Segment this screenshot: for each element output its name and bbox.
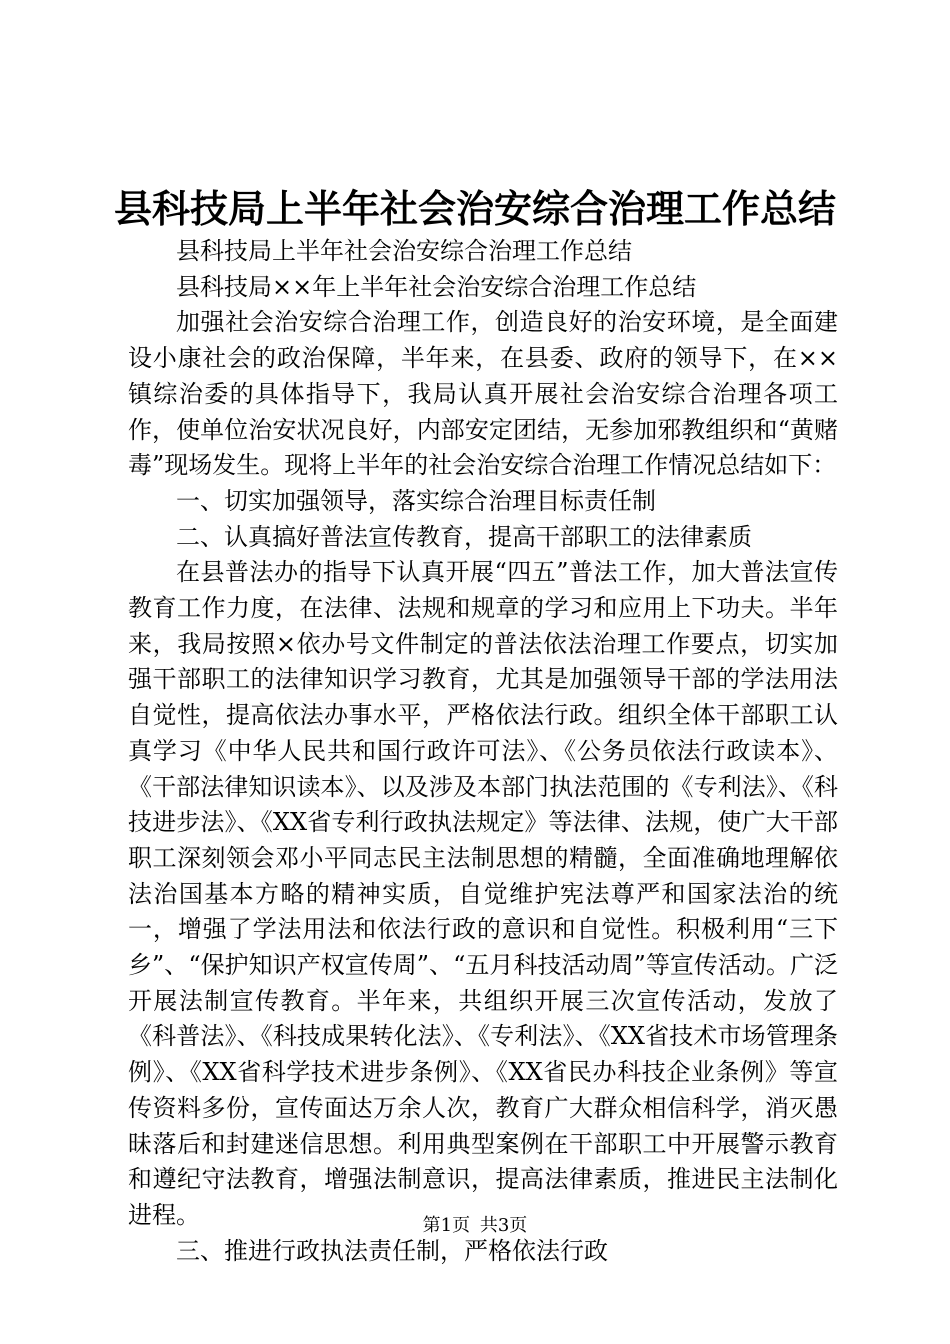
section-heading-3: 三、推进行政执法责任制，严格依法行政 bbox=[176, 1236, 608, 1265]
paragraph-intro: 加强社会治安综合治理工作，创造良好的治安环境，是全面建设小康社会的政治保障，半年来，在县委、政府的领导下，在××镇综治委的具体指导下，我局认真开展社会治安综合治理各项工作，使单位治安状况良好，内部安定团结，无参加邪教组织和“黄赌毒”现场发生。现将上半年的社会治安综合治理工作情况总结如下： bbox=[128, 308, 838, 480]
paragraph-subtitle-2: 县科技局××年上半年社会治安综合治理工作总结 bbox=[176, 272, 697, 301]
document-title: 县科技局上半年社会治安综合治理工作总结 bbox=[113, 186, 836, 231]
paragraph-legal-education: 在县普法办的指导下认真开展“四五”普法工作，加大普法宣传教育工作力度，在法律、法规和规章的学习和应用上下功夫。半年来，我局按照×依办号文件制定的普法依法治理工作要点，切实加强干部职工的法律知识学习教育，尤其是加强领导干部的学法用法自觉性，提高依法办事水平，严格依法行政。组织全体干部职工认真学习《中华人民共和国行政许可法》、《公务员依法行政读本》、《干部法律知识读本》、以及涉及本部门执法范围的《专利法》、《科技进步法》、《XX省专利行政执法规定》等法律、法规，使广大干部职工深刻领会邓小平同志民主法制思想的精髓，全面准确地理解依法治国基本方略的精神实质，自觉维护宪法尊严和国家法治的统一，增强了学法用法和依法行政的意识和自觉性。积极利用“三下乡”、“保护知识产权宣传周”、“五月科技活动周”等宣传活动。广泛开展法制宣传教育。半年来，共组织开展三次宣传活动，发放了《科普法》、《科技成果转化法》、《专利法》、《XX省技术市场管理条例》、《XX省科学技术进步条例》、《XX省民办科技企业条例》等宣传资料多份，宣传面达万余人次，教育广大群众相信科学，消灭愚昧落后和封建迷信思想。利用典型案例在干部职工中开展警示教育和遵纪守法教育，增强法制意识，提高法律素质，推进民主法制化进程。 bbox=[128, 558, 838, 1229]
page-footer bbox=[0, 1214, 950, 1238]
page-number-current: 第1页 bbox=[422, 1215, 471, 1236]
document-body bbox=[128, 234, 838, 1269]
section-heading-2: 二、认真搞好普法宣传教育，提高干部职工的法律素质 bbox=[176, 522, 752, 551]
section-heading-1: 一、切实加强领导，落实综合治理目标责任制 bbox=[176, 486, 656, 515]
page-number-total: 共3页 bbox=[479, 1215, 528, 1236]
paragraph-subtitle-1: 县科技局上半年社会治安综合治理工作总结 bbox=[176, 237, 632, 265]
